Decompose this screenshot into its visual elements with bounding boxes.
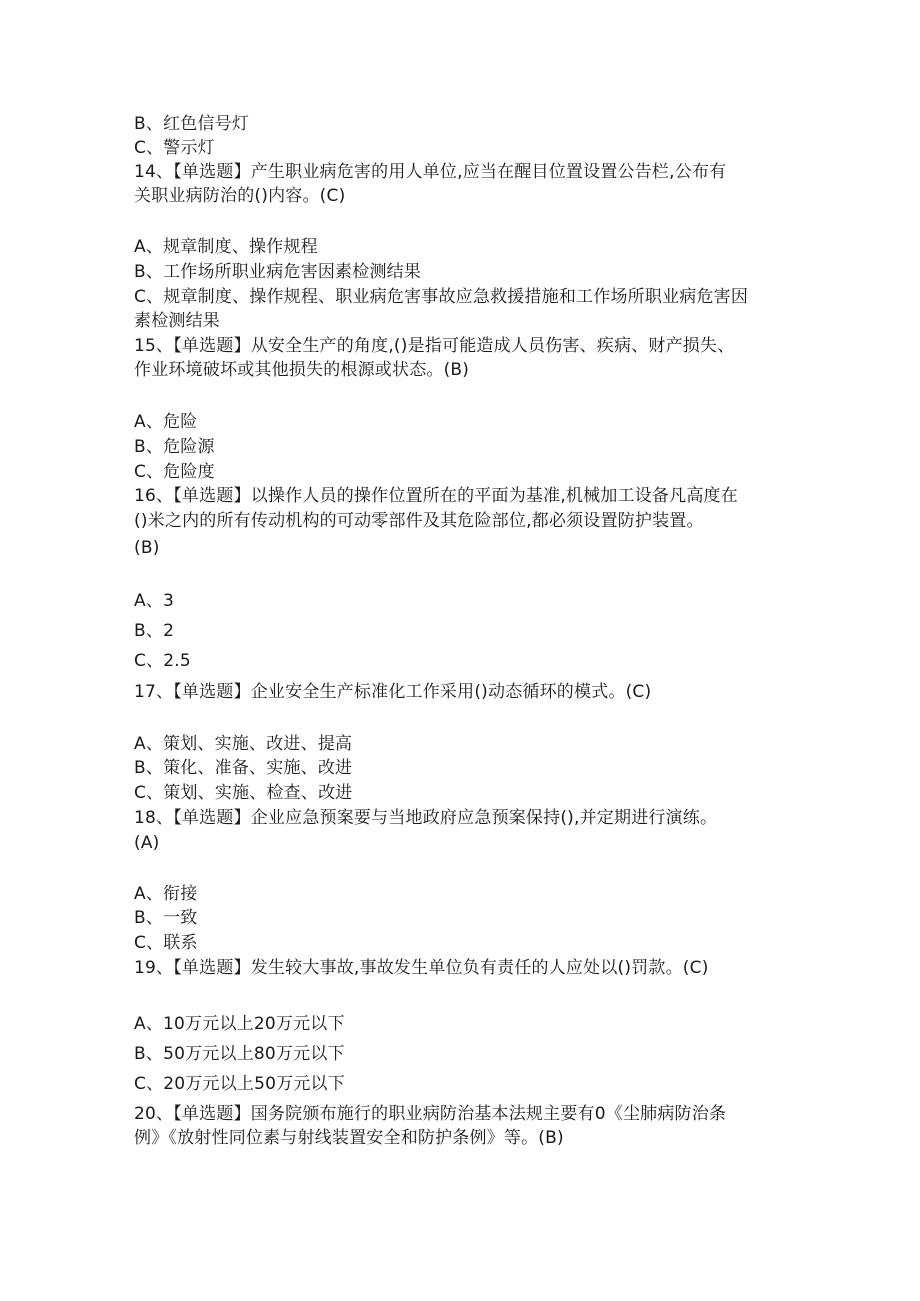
text-line: C、警示灯 <box>134 138 215 158</box>
question-20-line-2: 例》《放射性同位素与射线装置安全和防护条例》等。(B) <box>134 1128 564 1148</box>
question-16-line-1: 16、【单选题】以操作人员的操作位置所在的平面为基准,机械加工设备凡高度在 <box>134 486 738 506</box>
option-a: A、规章制度、操作规程 <box>134 237 318 257</box>
option-c-cont: 素检测结果 <box>134 311 220 331</box>
option-b: B、2 <box>134 621 175 641</box>
option-b: B、一致 <box>134 908 198 928</box>
text-line: B、红色信号灯 <box>134 114 250 134</box>
question-19-line-1: 19、【单选题】发生较大事故,事故发生单位负有责任的人应处以()罚款。(C) <box>134 958 709 978</box>
question-16-line-2: ()米之内的所有传动机构的可动零部件及其危险部位,都必须设置防护装置。 <box>134 511 704 531</box>
option-a: A、10万元以上20万元以下 <box>134 1014 345 1034</box>
question-17-line-1: 17、【单选题】企业安全生产标准化工作采用()动态循环的模式。(C) <box>134 682 652 702</box>
option-a: A、衔接 <box>134 884 198 904</box>
option-b: B、危险源 <box>134 437 215 457</box>
question-18-line-2: (A) <box>134 833 160 853</box>
question-16-answer: (B) <box>134 538 160 558</box>
question-18-line-1: 18、【单选题】企业应急预案要与当地政府应急预案保持(),并定期进行演练。 <box>134 808 718 828</box>
option-a: A、策划、实施、改进、提高 <box>134 734 353 754</box>
question-15-line-1: 15、【单选题】从安全生产的角度,()是指可能造成人员伤害、疾病、财产损失、 <box>134 336 735 356</box>
question-14-line-2: 关职业病防治的()内容。(C) <box>134 186 346 206</box>
option-b: B、策化、准备、实施、改进 <box>134 758 353 778</box>
option-c: C、策划、实施、检查、改进 <box>134 783 353 803</box>
question-14-line-1: 14、【单选题】产生职业病危害的用人单位,应当在醒目位置设置公告栏,公布有 <box>134 162 727 182</box>
question-15-line-2: 作业环境破坏或其他损失的根源或状态。(B) <box>134 360 470 380</box>
option-c: C、2.5 <box>134 651 191 671</box>
option-b: B、工作场所职业病危害因素检测结果 <box>134 262 422 282</box>
option-c: C、20万元以上50万元以下 <box>134 1074 345 1094</box>
option-c: C、联系 <box>134 933 198 953</box>
question-20-line-1: 20、【单选题】国务院颁布施行的职业病防治基本法规主要有0《尘肺病防治条 <box>134 1104 727 1124</box>
option-a: A、3 <box>134 591 175 611</box>
option-c: C、规章制度、操作规程、职业病危害事故应急救援措施和工作场所职业病危害因 <box>134 287 749 307</box>
option-b: B、50万元以上80万元以下 <box>134 1044 345 1064</box>
option-c: C、危险度 <box>134 462 215 482</box>
option-a: A、危险 <box>134 412 198 432</box>
